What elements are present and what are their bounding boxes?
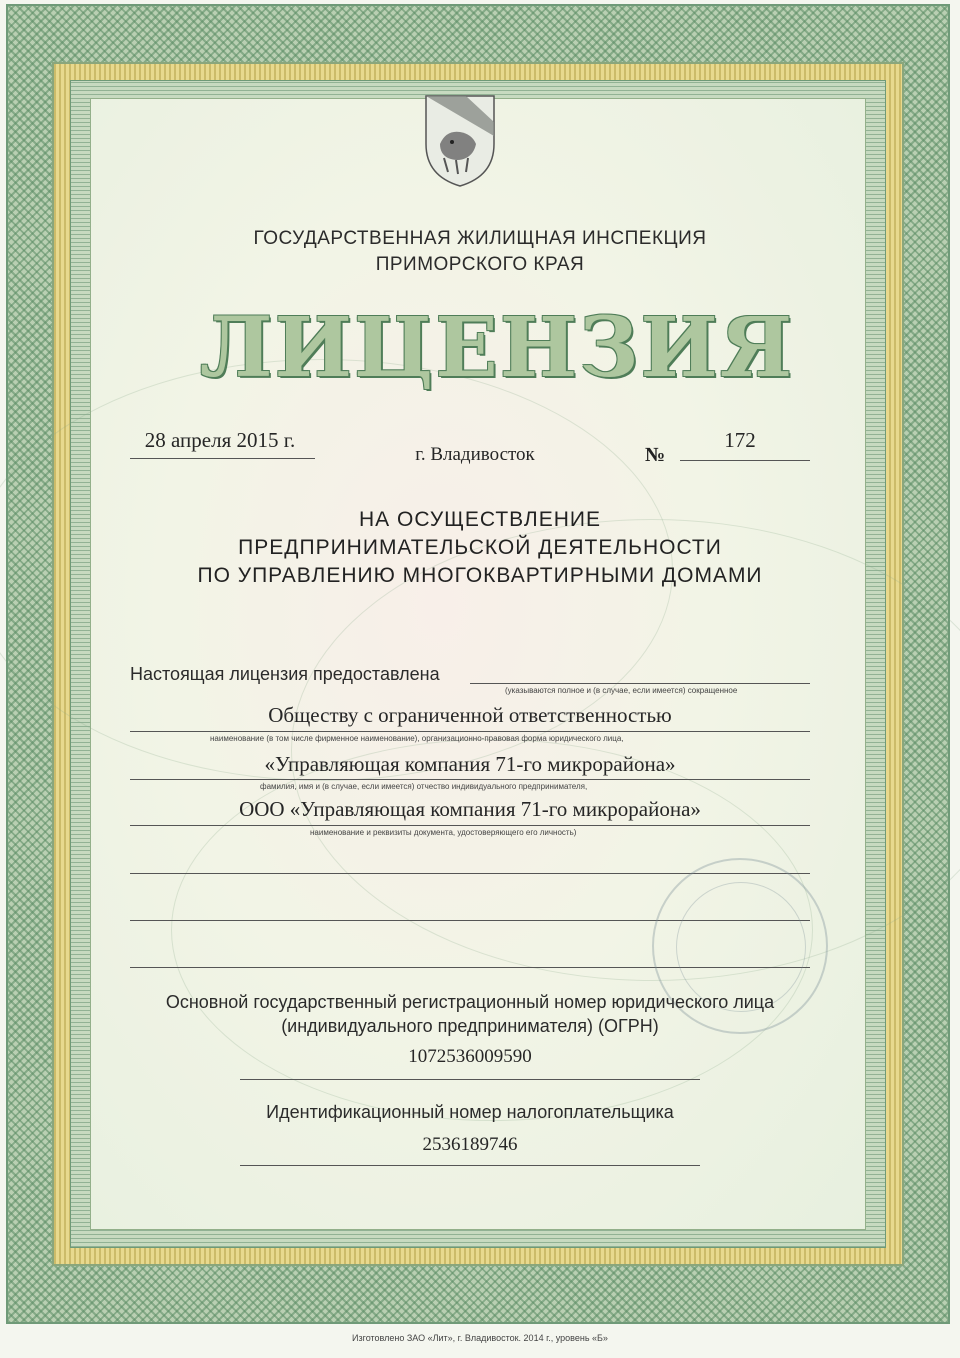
inn-value: 2536189746: [422, 1134, 518, 1155]
ogrn-value: 1072536009590: [408, 1046, 532, 1067]
caption-id-document: наименование и реквизиты документа, удостоверяющего его личность): [310, 828, 577, 837]
purpose-line2: ПРЕДПРИНИМАТЕЛЬСКОЙ ДЕЯТЕЛЬНОСТИ: [238, 536, 722, 559]
licensee-underline: [470, 683, 810, 684]
issue-date: 28 апреля 2015 г.: [144, 428, 296, 452]
licensee-line-1: [130, 731, 810, 732]
number-underline: [680, 460, 810, 461]
ogrn-label-line1: Основной государственный регистрационный номер юридического лица: [165, 992, 775, 1012]
licensee-legal-form: Обществу с ограниченной ответственностью: [268, 703, 672, 727]
issuing-authority-line1: ГОСУДАРСТВЕННАЯ ЖИЛИЩНАЯ ИНСПЕКЦИЯ: [253, 228, 707, 249]
date-underline: [130, 458, 315, 459]
document-title: ЛИЦЕНЗИЯ: [200, 300, 795, 396]
printer-imprint: Изготовлено ЗАО «Лит», г. Владивосток. 2014 г., уровень «Б»: [352, 1333, 608, 1343]
licensee-company-name: «Управляющая компания 71-го микрорайона»: [264, 752, 676, 776]
purpose-line3: ПО УПРАВЛЕНИЮ МНОГОКВАРТИРНЫМИ ДОМАМИ: [197, 564, 763, 587]
inn-underline: [240, 1165, 700, 1166]
caption-full-name: (указываются полное и (в случае, если имеется) сокращенное: [505, 686, 738, 695]
issue-city: г. Владивосток: [415, 444, 535, 465]
licensee-line-2: [130, 779, 810, 780]
number-label: №: [645, 444, 666, 466]
ogrn-underline: [240, 1079, 700, 1080]
licensee-line-3: [130, 825, 810, 826]
purpose-line1: НА ОСУЩЕСТВЛЕНИЕ: [359, 508, 601, 531]
caption-individual: фамилия, имя и (в случае, если имеется) отчество индивидуального предпринимателя,: [260, 782, 588, 791]
licensee-short-name: ООО «Управляющая компания 71-го микрорайона»: [239, 797, 701, 821]
inn-label: Идентификационный номер налогоплательщика: [266, 1102, 674, 1122]
licensee-intro: Настоящая лицензия предоставлена: [130, 664, 440, 684]
license-number: 172: [724, 428, 756, 452]
ogrn-label-line2: (индивидуального предпринимателя) (ОГРН): [281, 1016, 659, 1036]
caption-org-form: наименование (в том числе фирменное наименование), организационно-правовая форма юридического лица,: [210, 734, 624, 743]
issuing-authority-line2: ПРИМОРСКОГО КРАЯ: [375, 254, 585, 275]
coat-of-arms-icon: [422, 92, 498, 188]
